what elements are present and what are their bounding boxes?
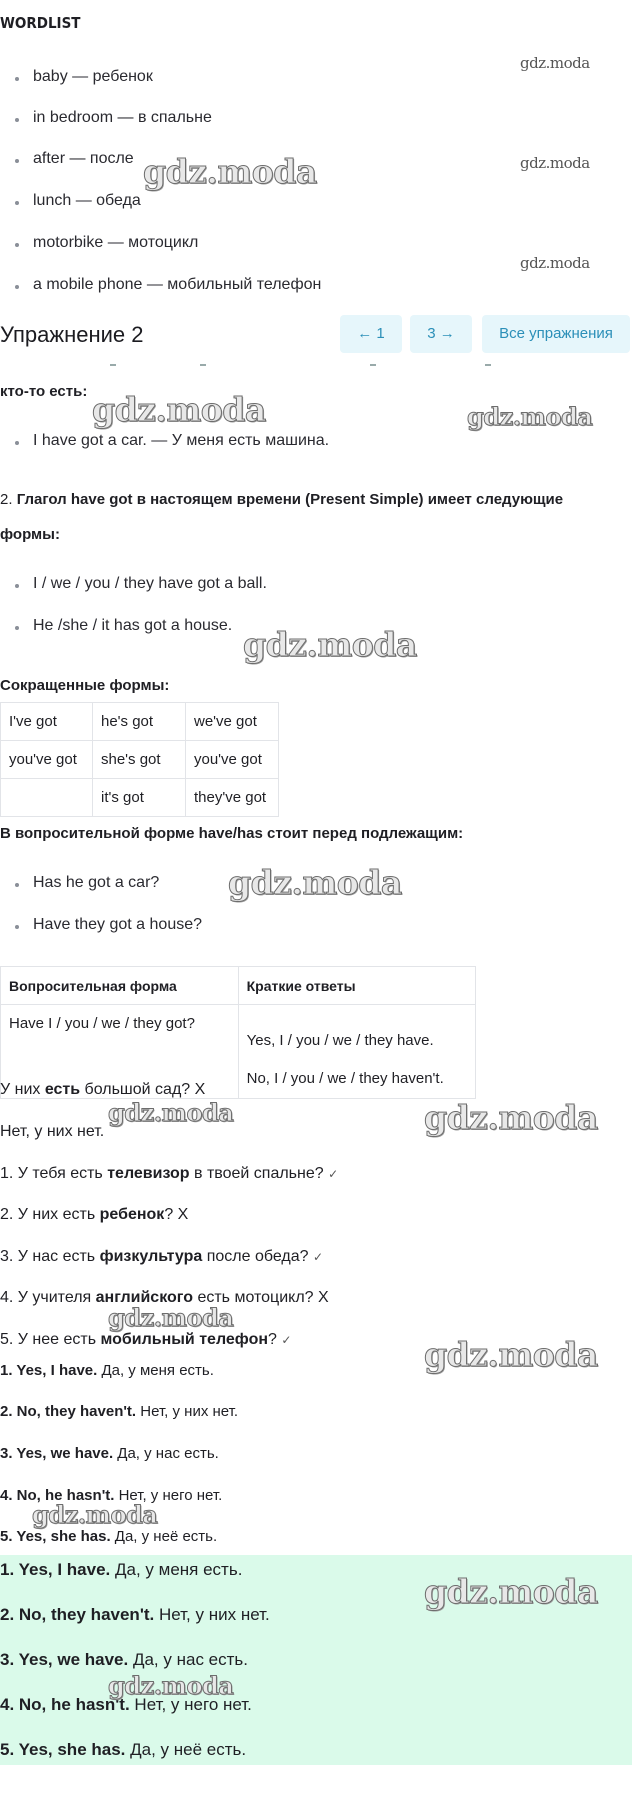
cut-off-text-fragment (0, 364, 500, 367)
answer-bold: 5. Yes, she has. (0, 1740, 126, 1759)
watermark: gdz.moda (520, 54, 590, 72)
table-row (1, 779, 279, 817)
text-fragment: ? (268, 1331, 277, 1348)
translation-item (0, 1329, 291, 1351)
bullet-dot (15, 159, 19, 163)
table-cell: we've got (186, 703, 279, 741)
watermark: gdz.moda (520, 154, 590, 172)
prev-exercise-label: 1 (376, 325, 385, 342)
answer-line (0, 1526, 217, 1548)
next-exercise-label: 3 (427, 325, 436, 342)
question-example: Have they got a house? (33, 916, 203, 933)
example-sentence: I have got a car. — У меня есть машина. (33, 432, 330, 449)
text-fragment: 1. У тебя есть (0, 1165, 108, 1182)
answer-line-highlighted (0, 1604, 270, 1626)
watermark: gdz.moda (228, 863, 402, 902)
text-fragment: большой сад? X (80, 1081, 206, 1098)
answer-line (0, 1443, 219, 1465)
table-header: Вопросительная форма (1, 967, 239, 1005)
watermark: gdz.moda (424, 1098, 598, 1137)
watermark: gdz.moda (424, 1335, 598, 1374)
rule-continuation: кто-то есть: (0, 383, 88, 400)
form-example: He /she / it has got a house. (33, 617, 233, 634)
table-cell: he's got (93, 703, 186, 741)
short-answer-yes: Yes, I / you / we / they have. (246, 1032, 434, 1049)
table-cell: she's got (93, 741, 186, 779)
exercise-title: Упражнение 2 (0, 322, 144, 347)
wordlist-item: lunch — обеда (33, 192, 141, 209)
table-cell: they've got (186, 779, 279, 817)
answer-bold: 4. No, he hasn't. (0, 1695, 130, 1714)
answer-line-highlighted (0, 1649, 248, 1671)
translation-intro-answer: Нет, у них нет. (0, 1123, 105, 1140)
check-mark-icon: ✓ (312, 1250, 324, 1264)
answer-text: Да, у нас есть. (113, 1445, 219, 1462)
watermark: gdz.moda (108, 1303, 234, 1332)
answer-line-highlighted (0, 1739, 246, 1761)
answer-bold: 1. Yes, I have. (0, 1362, 98, 1379)
bold-fragment: телевизор (107, 1165, 190, 1182)
translation-item (0, 1163, 338, 1185)
watermark: gdz.moda (32, 1500, 158, 1529)
table-cell: I've got (1, 703, 93, 741)
wordlist-item: in bedroom — в спальне (33, 109, 212, 126)
question-table-clip (0, 966, 476, 1087)
bold-fragment: английского (95, 1289, 193, 1306)
text-fragment: ? X (164, 1206, 189, 1223)
short-forms-title: Сокращенные формы: (0, 677, 170, 694)
answer-bold: 4. No, he hasn't. (0, 1487, 115, 1504)
answer-text: Да, у неё есть. (125, 1740, 247, 1759)
bold-fragment: ребенок (99, 1206, 165, 1223)
answer-bold: 2. No, they haven't. (0, 1605, 155, 1624)
text-fragment: в твоей спальне? (189, 1165, 324, 1182)
text-fragment: У них (0, 1081, 45, 1098)
question-rule: В вопросительной форме have/has стоит перед подлежащим: (0, 825, 464, 842)
watermark: gdz.moda (243, 625, 417, 664)
rule-2-number: 2. (0, 491, 13, 508)
wordlist-item: after — после (33, 150, 134, 167)
answer-text: Да, у нас есть. (128, 1650, 248, 1669)
answer-text: Нет, у них нет. (154, 1605, 270, 1624)
answer-bold: 5. Yes, she has. (0, 1528, 111, 1545)
watermark: gdz.moda (92, 390, 266, 429)
question-example: Has he got a car? (33, 874, 160, 891)
translation-item (0, 1204, 188, 1226)
text-fragment: после обеда? (202, 1248, 309, 1265)
watermark: gdz.moda (143, 152, 317, 191)
translation-item (0, 1246, 323, 1268)
bullet-dot (15, 243, 19, 247)
next-exercise-button[interactable] (410, 315, 472, 353)
bullet-dot (15, 925, 19, 929)
answer-bold: 3. Yes, we have. (0, 1445, 114, 1462)
text-fragment: 4. У учителя (0, 1289, 96, 1306)
answer-text: Да, у меня есть. (110, 1560, 243, 1579)
bullet-dot (15, 883, 19, 887)
answer-text: Нет, у него нет. (129, 1695, 252, 1714)
text-fragment: 3. У нас есть (0, 1248, 100, 1265)
answer-bold: 1. Yes, I have. (0, 1560, 111, 1579)
text-fragment: 5. У нее есть (0, 1331, 101, 1348)
wordlist-item: motorbike — мотоцикл (33, 234, 199, 251)
form-example: I / we / you / they have got a ball. (33, 575, 267, 592)
answer-text: Да, у неё есть. (110, 1528, 218, 1545)
answer-line (0, 1401, 238, 1423)
short-forms-table (0, 702, 279, 817)
bullet-dot (15, 285, 19, 289)
watermark: gdz.moda (424, 1572, 598, 1611)
text-fragment: есть мотоцикл? X (193, 1289, 329, 1306)
bullet-dot (15, 77, 19, 81)
table-row (1, 741, 279, 779)
bold-fragment: физкультура (99, 1248, 203, 1265)
rule-2-text: Глагол have got в настоящем времени (Present Simple) имеет следующие (16, 491, 564, 508)
table-cell: you've got (1, 741, 93, 779)
bold-fragment: есть (44, 1081, 81, 1098)
rule-2-line-2: формы: (0, 526, 60, 543)
question-form-cell: Have I / you / we / they got? (9, 1015, 195, 1032)
answer-line-highlighted (0, 1559, 242, 1581)
answer-text: Да, у меня есть. (97, 1362, 214, 1379)
watermark: gdz.moda (108, 1098, 234, 1127)
answer-line (0, 1360, 214, 1382)
watermark: gdz.moda (520, 254, 590, 272)
check-mark-icon: ✓ (328, 1167, 339, 1181)
short-answer-no: No, I / you / we / they haven't. (246, 1070, 444, 1087)
table-cell: you've got (186, 741, 279, 779)
wordlist-title: WORDLIST (0, 14, 81, 32)
bullet-dot (15, 118, 19, 122)
prev-exercise-button[interactable] (340, 315, 402, 353)
check-mark-icon: ✓ (281, 1333, 292, 1347)
table-cell (238, 1005, 475, 1099)
table-cell (1, 779, 93, 817)
bullet-dot (15, 626, 19, 630)
watermark: gdz.moda (108, 1671, 234, 1700)
table-cell: it's got (93, 779, 186, 817)
wordlist-item: baby — ребенок (33, 68, 153, 85)
wordlist-item: a mobile phone — мобильный телефон (33, 276, 322, 293)
answer-text: Нет, у них нет. (136, 1403, 238, 1420)
answer-bold: 3. Yes, we have. (0, 1650, 129, 1669)
watermark: gdz.moda (467, 402, 593, 431)
table-header-row (1, 967, 476, 1005)
answer-bold: 2. No, they haven't. (0, 1403, 137, 1420)
bullet-dot (15, 441, 19, 445)
table-row (1, 703, 279, 741)
text-fragment: 2. У них есть (0, 1206, 100, 1223)
all-exercises-button[interactable]: Все упражнения (482, 315, 630, 353)
bullet-dot (15, 584, 19, 588)
bold-fragment: мобильный телефон (100, 1331, 269, 1348)
table-header: Краткие ответы (238, 967, 475, 1005)
arrow-right-icon: → (439, 325, 455, 342)
arrow-left-icon: ← (357, 325, 373, 342)
answer-text: Нет, у него нет. (114, 1487, 223, 1504)
rule-2-line-1 (0, 489, 563, 511)
bullet-dot (15, 201, 19, 205)
